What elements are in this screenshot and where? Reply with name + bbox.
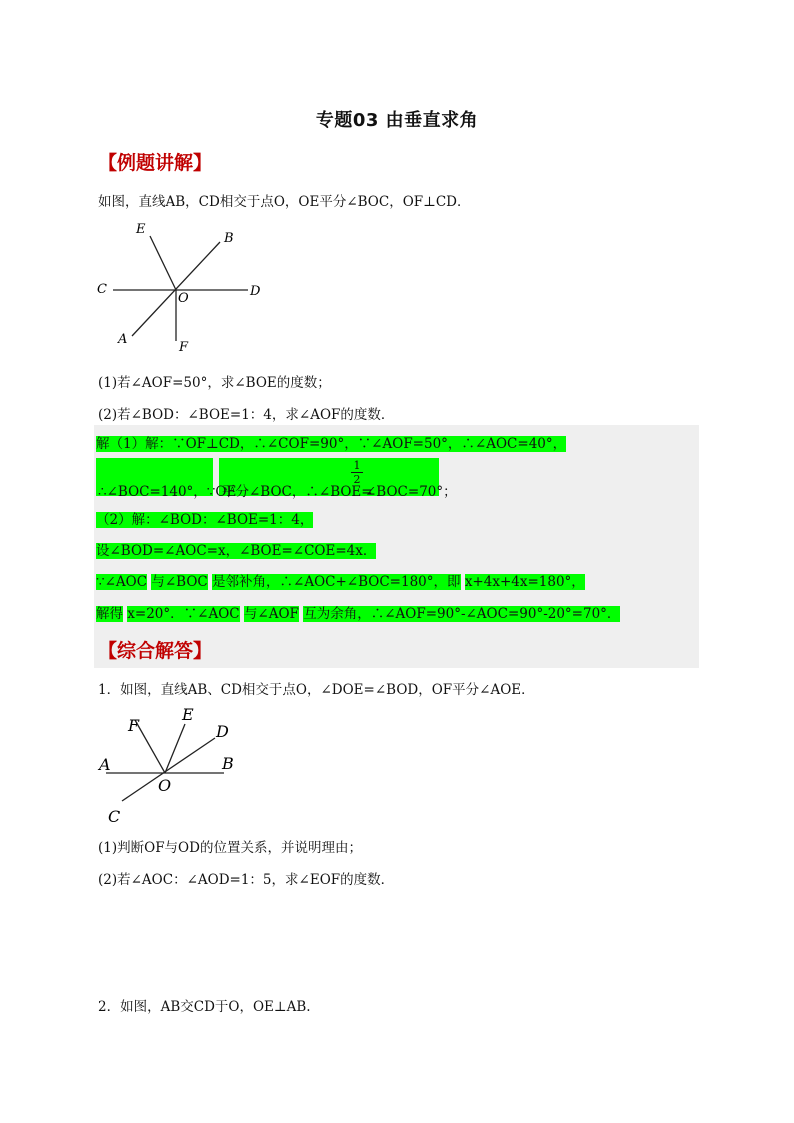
solution-line-1: 解（1）解：∵OF⊥CD，∴∠COF=90°，∵∠AOF=50°，∴∠AOC=40°， — [96, 436, 567, 452]
problem-1-figure — [92, 700, 252, 830]
label-e: E — [182, 705, 194, 724]
label-e: E — [136, 222, 146, 237]
label-a: A — [99, 755, 111, 774]
label-d: D — [216, 722, 229, 741]
problem-1-question-1: (1)判断OF与OD的位置关系，并说明理由； — [98, 840, 362, 856]
label-a: A — [118, 332, 128, 347]
solution-line-2c: ∠BOC=70°； — [365, 484, 457, 500]
label-o: O — [178, 291, 189, 306]
label-c: C — [97, 282, 107, 297]
solution-line-4: 设∠BOD=∠AOC=x，∠BOE=∠COE=4x． — [96, 543, 377, 559]
example-problem-text: 如图，直线AB，CD相交于点O，OE平分∠BOC，OF⊥CD． — [98, 194, 471, 210]
solution-line-2a: ∴∠BOC=140°，∵OE — [98, 484, 237, 500]
page-title: 专题03 由垂直求角 — [315, 110, 479, 131]
problem-2-text: 2．如图，AB交CD于O，OE⊥AB. — [98, 999, 311, 1015]
solution-fraction: 1 2 — [351, 459, 363, 486]
example-question-1: (1)若∠AOF=50°，求∠BOE的度数； — [98, 375, 331, 391]
comprehensive-section-header: 【综合解答】 — [98, 640, 213, 662]
problem-1-text: 1．如图，直线AB、CD相交于点O，∠DOE=∠BOD，OF平分∠AOE． — [98, 682, 535, 698]
ray-of — [135, 720, 165, 773]
label-f: F — [128, 716, 140, 735]
label-o: O — [158, 776, 172, 795]
label-b: B — [222, 754, 234, 773]
solution-line-2b: 平分∠BOC，∴∠BOE= — [222, 484, 373, 500]
solution-line-3: （2）解：∠BOD：∠BOE=1：4， — [96, 512, 314, 528]
problem-1-question-2: (2)若∠AOC：∠AOD=1：5，求∠EOF的度数． — [98, 872, 395, 888]
solution-line-5: ∵∠AOC 与∠BOC 是邻补角，∴∠AOC+∠BOC=180°，即 x+4x+4x=180°， — [96, 574, 585, 590]
example-section-header: 【例题讲解】 — [98, 152, 213, 174]
label-f: F — [179, 340, 189, 355]
example-question-2: (2)若∠BOD：∠BOE=1：4，求∠AOF的度数． — [98, 407, 395, 423]
label-b: B — [224, 231, 234, 246]
example-figure — [90, 218, 280, 358]
ray-oe — [150, 236, 176, 290]
label-c: C — [108, 807, 121, 826]
label-d: D — [250, 284, 261, 299]
solution-line-6: 解得 x=20°．∵∠AOC 与∠AOF 互为余角，∴∠AOF=90°-∠AOC=90°-20°=70°． — [96, 606, 621, 622]
